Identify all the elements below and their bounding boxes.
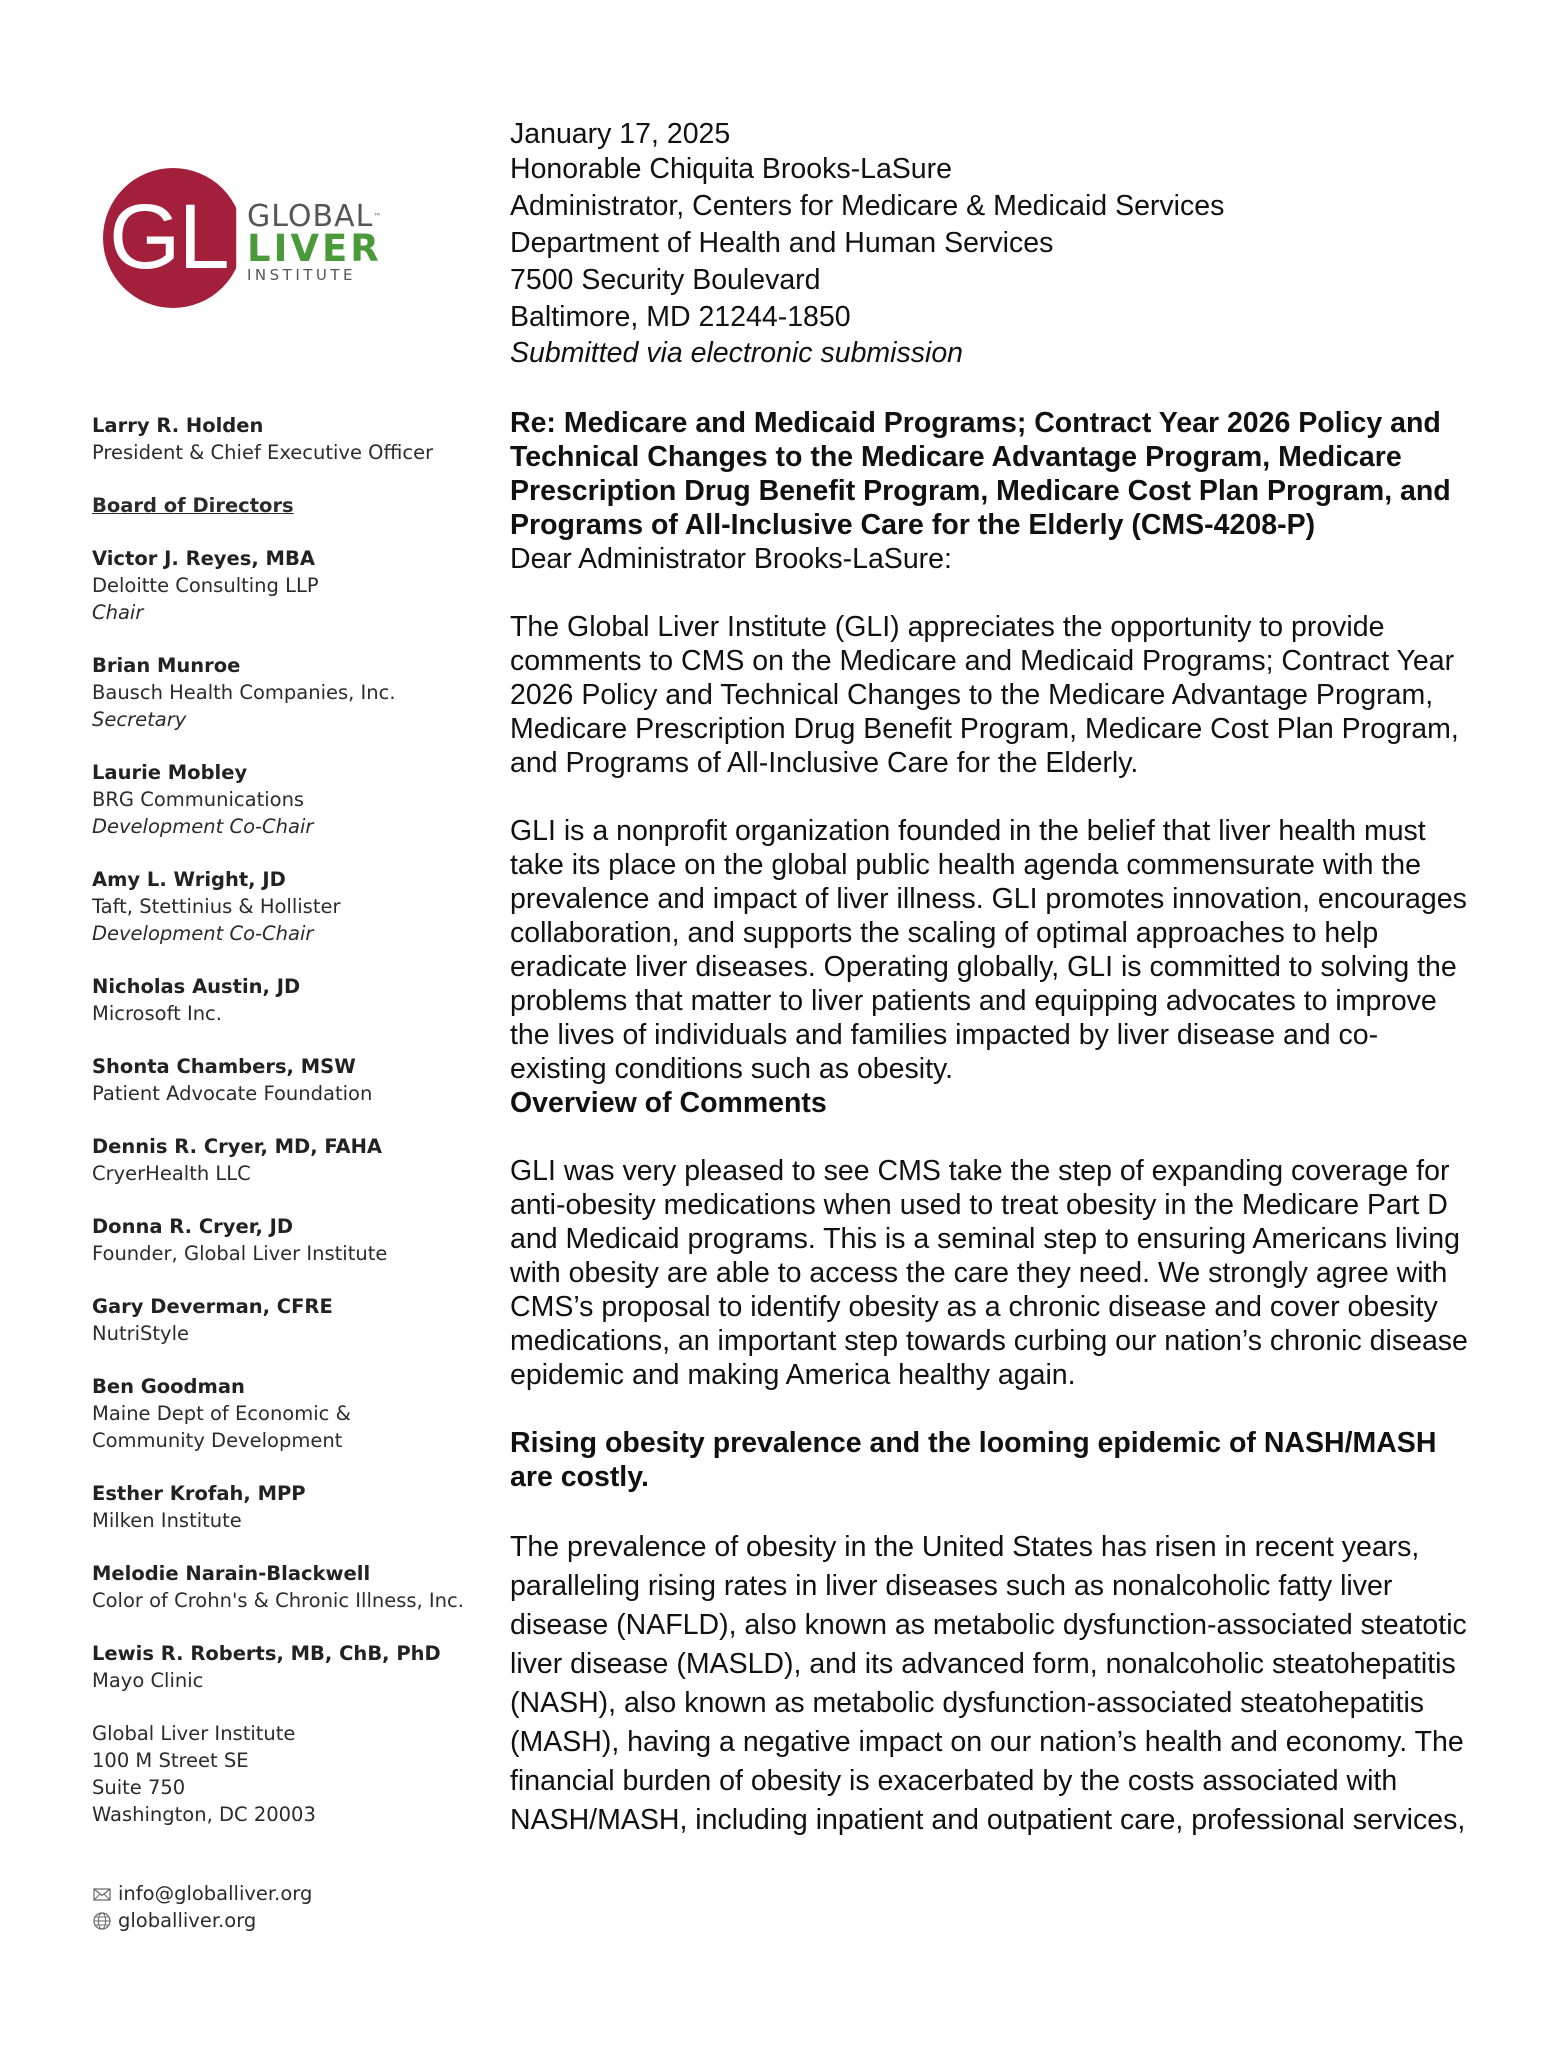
letter-date: January 17, 2025	[510, 118, 731, 150]
board-member	[92, 1640, 482, 1694]
board-member	[92, 1373, 482, 1454]
member-org: Mayo Clinic	[92, 1669, 204, 1692]
subject-line-text: Re: Medicare and Medicaid Programs; Contract Year 2026 Policy and	[510, 407, 1441, 439]
member-org: Taft, Stettinius & Hollister	[92, 895, 341, 918]
subject-line-text: Programs of All-Inclusive Care for the Elderly (CMS-4208-P)	[510, 509, 1316, 541]
section-heading-overview: Overview of Comments	[510, 1087, 827, 1119]
paragraph-line: The Global Liver Institute (GLI) appreciates the opportunity to provide	[510, 611, 1385, 643]
paragraph-line: take its place on the global public health agenda commensurate with the	[510, 849, 1421, 881]
paragraph-line: 2026 Policy and Technical Changes to the Medicare Advantage Program,	[510, 679, 1434, 711]
member-name: Gary Deverman, CFRE	[92, 1295, 333, 1318]
logo-institute: INSTITUTE	[247, 266, 357, 284]
subject-line-text: Prescription Drug Benefit Program, Medicare Cost Plan Program, and	[510, 475, 1451, 507]
globe-icon	[92, 1911, 112, 1931]
paragraph-intro	[510, 610, 1510, 780]
member-name: Nicholas Austin, JD	[92, 975, 301, 998]
paragraph-line: eradicate liver diseases. Operating globally, GLI is committed to solving the	[510, 951, 1457, 983]
board-heading: Board of Directors	[92, 494, 294, 517]
member-name: Shonta Chambers, MSW	[92, 1055, 356, 1078]
member-role: Secretary	[92, 708, 187, 731]
member-name: Esther Krofah, MPP	[92, 1482, 306, 1505]
website-contact[interactable]	[92, 1907, 482, 1934]
subject-line	[510, 406, 1510, 542]
subject-line-text: Technical Changes to the Medicare Advantage Program, Medicare	[510, 441, 1402, 473]
paragraph-line: disease (NAFLD), also known as metabolic dysfunction-associated steatotic	[510, 1609, 1467, 1641]
address-line: 100 M Street SE	[92, 1749, 249, 1772]
member-org: Founder, Global Liver Institute	[92, 1242, 388, 1265]
recipient-line: 7500 Security Boulevard	[510, 264, 821, 296]
member-name: Dennis R. Cryer, MD, FAHA	[92, 1135, 383, 1158]
member-org: BRG Communications	[92, 788, 305, 811]
ceo-title: President & Chief Executive Officer	[92, 441, 434, 464]
member-org: CryerHealth LLC	[92, 1162, 251, 1185]
member-org: Milken Institute	[92, 1509, 242, 1532]
logo-initials: GLI	[109, 186, 252, 288]
member-org: Patient Advocate Foundation	[92, 1082, 373, 1105]
member-name: Laurie Mobley	[92, 761, 248, 784]
gli-logo	[103, 168, 393, 313]
postal-address	[92, 1720, 482, 1828]
section-heading-obesity	[510, 1426, 1510, 1494]
member-role: Chair	[92, 601, 144, 624]
member-name: Victor J. Reyes, MBA	[92, 547, 315, 570]
recipient-line: Honorable Chiquita Brooks-LaSure	[510, 153, 953, 185]
paragraph-line: financial burden of obesity is exacerbated by the costs associated with	[510, 1765, 1398, 1797]
member-name: Ben Goodman	[92, 1375, 245, 1398]
board-member	[92, 1560, 482, 1614]
logo-trademark: ™	[373, 212, 383, 221]
board-member	[92, 1480, 482, 1534]
member-org-line2: Community Development	[92, 1429, 343, 1452]
logo-global: GLOBAL	[247, 199, 374, 234]
sidebar	[92, 412, 482, 1934]
paragraph-overview	[510, 1154, 1510, 1392]
member-name: Donna R. Cryer, JD	[92, 1215, 294, 1238]
ceo-name: Larry R. Holden	[92, 414, 264, 437]
paragraph-line: existing conditions such as obesity.	[510, 1053, 954, 1085]
envelope-icon	[92, 1884, 112, 1904]
board-member	[92, 545, 482, 626]
paragraph-line: GLI was very pleased to see CMS take the step of expanding coverage for	[510, 1155, 1450, 1187]
member-name: Brian Munroe	[92, 654, 241, 677]
paragraph-line: GLI is a nonprofit organization founded in the belief that liver health must	[510, 815, 1426, 847]
salutation: Dear Administrator Brooks-LaSure:	[510, 543, 952, 575]
address-line: Washington, DC 20003	[92, 1803, 316, 1826]
recipient-address	[510, 151, 1510, 336]
member-role: Development Co-Chair	[92, 815, 314, 838]
paragraph-line: liver disease (MASLD), and its advanced form, nonalcoholic steatohepatitis	[510, 1648, 1456, 1680]
recipient-line: Administrator, Centers for Medicare & Medicaid Services	[510, 190, 1225, 222]
recipient-line: Department of Health and Human Services	[510, 227, 1054, 259]
paragraph-line: (MASH), having a negative impact on our nation’s health and economy. The	[510, 1726, 1464, 1758]
paragraph-line: Medicare Prescription Drug Benefit Program, Medicare Cost Plan Program,	[510, 713, 1459, 745]
paragraph-line: NASH/MASH, including inpatient and outpatient care, professional services,	[510, 1804, 1466, 1836]
paragraph-line: the lives of individuals and families impacted by liver disease and co-	[510, 1019, 1379, 1051]
paragraph-about-gli	[510, 814, 1510, 1086]
heading-line: Rising obesity prevalence and the looming epidemic of NASH/MASH	[510, 1427, 1437, 1459]
member-name: Lewis R. Roberts, MB, ChB, PhD	[92, 1642, 441, 1665]
email-link[interactable]: info@globalliver.org	[118, 1882, 313, 1905]
recipient-line: Baltimore, MD 21244-1850	[510, 301, 851, 333]
board-member	[92, 1293, 482, 1347]
paragraph-line: and Programs of All-Inclusive Care for the Elderly.	[510, 747, 1139, 779]
ceo-block	[92, 412, 482, 466]
member-org: Microsoft Inc.	[92, 1002, 222, 1025]
paragraph-line: with obesity are able to access the care they need. We strongly agree with	[510, 1257, 1448, 1289]
website-link[interactable]: globalliver.org	[118, 1909, 257, 1932]
board-member	[92, 1133, 482, 1187]
paragraph-line: The prevalence of obesity in the United States has risen in recent years,	[510, 1531, 1420, 1563]
member-org: NutriStyle	[92, 1322, 190, 1345]
paragraph-line: anti-obesity medications when used to treat obesity in the Medicare Part D	[510, 1189, 1448, 1221]
logo-circle	[103, 168, 252, 308]
board-member	[92, 866, 482, 947]
board-member	[92, 1053, 482, 1107]
paragraph-line: prevalence and impact of liver illness. GLI promotes innovation, encourages	[510, 883, 1467, 915]
address-line: Global Liver Institute	[92, 1722, 296, 1745]
paragraph-obesity	[510, 1528, 1510, 1840]
paragraph-line: epidemic and making America healthy again.	[510, 1359, 1076, 1391]
letter-body	[510, 117, 1510, 1840]
member-role: Development Co-Chair	[92, 922, 314, 945]
paragraph-line: (NASH), also known as metabolic dysfunction-associated steatohepatitis	[510, 1687, 1425, 1719]
email-contact[interactable]	[92, 1880, 482, 1907]
address-line: Suite 750	[92, 1776, 186, 1799]
logo-liver: LIVER	[247, 227, 382, 270]
paragraph-line: paralleling rising rates in liver diseases such as nonalcoholic fatty liver	[510, 1570, 1393, 1602]
board-member	[92, 1213, 482, 1267]
member-name: Melodie Narain-Blackwell	[92, 1562, 371, 1585]
paragraph-line: medications, an important step towards curbing our nation’s chronic disease	[510, 1325, 1468, 1357]
board-member	[92, 652, 482, 733]
member-org: Deloitte Consulting LLP	[92, 574, 319, 597]
board-member	[92, 973, 482, 1027]
board-member	[92, 759, 482, 840]
logo-wordmark	[247, 199, 383, 284]
paragraph-line: comments to CMS on the Medicare and Medicaid Programs; Contract Year	[510, 645, 1455, 677]
paragraph-line: CMS’s proposal to identify obesity as a chronic disease and cover obesity	[510, 1291, 1438, 1323]
member-org: Bausch Health Companies, Inc.	[92, 681, 396, 704]
submission-note: Submitted via electronic submission	[510, 337, 964, 369]
paragraph-line: collaboration, and supports the scaling of optimal approaches to help	[510, 917, 1379, 949]
paragraph-line: and Medicaid programs. This is a seminal step to ensuring Americans living	[510, 1223, 1460, 1255]
member-org: Maine Dept of Economic &	[92, 1402, 351, 1425]
paragraph-line: problems that matter to liver patients and equipping advocates to improve	[510, 985, 1437, 1017]
member-org: Color of Crohn's & Chronic Illness, Inc.	[92, 1589, 464, 1612]
member-name: Amy L. Wright, JD	[92, 868, 286, 891]
heading-line: are costly.	[510, 1461, 649, 1493]
